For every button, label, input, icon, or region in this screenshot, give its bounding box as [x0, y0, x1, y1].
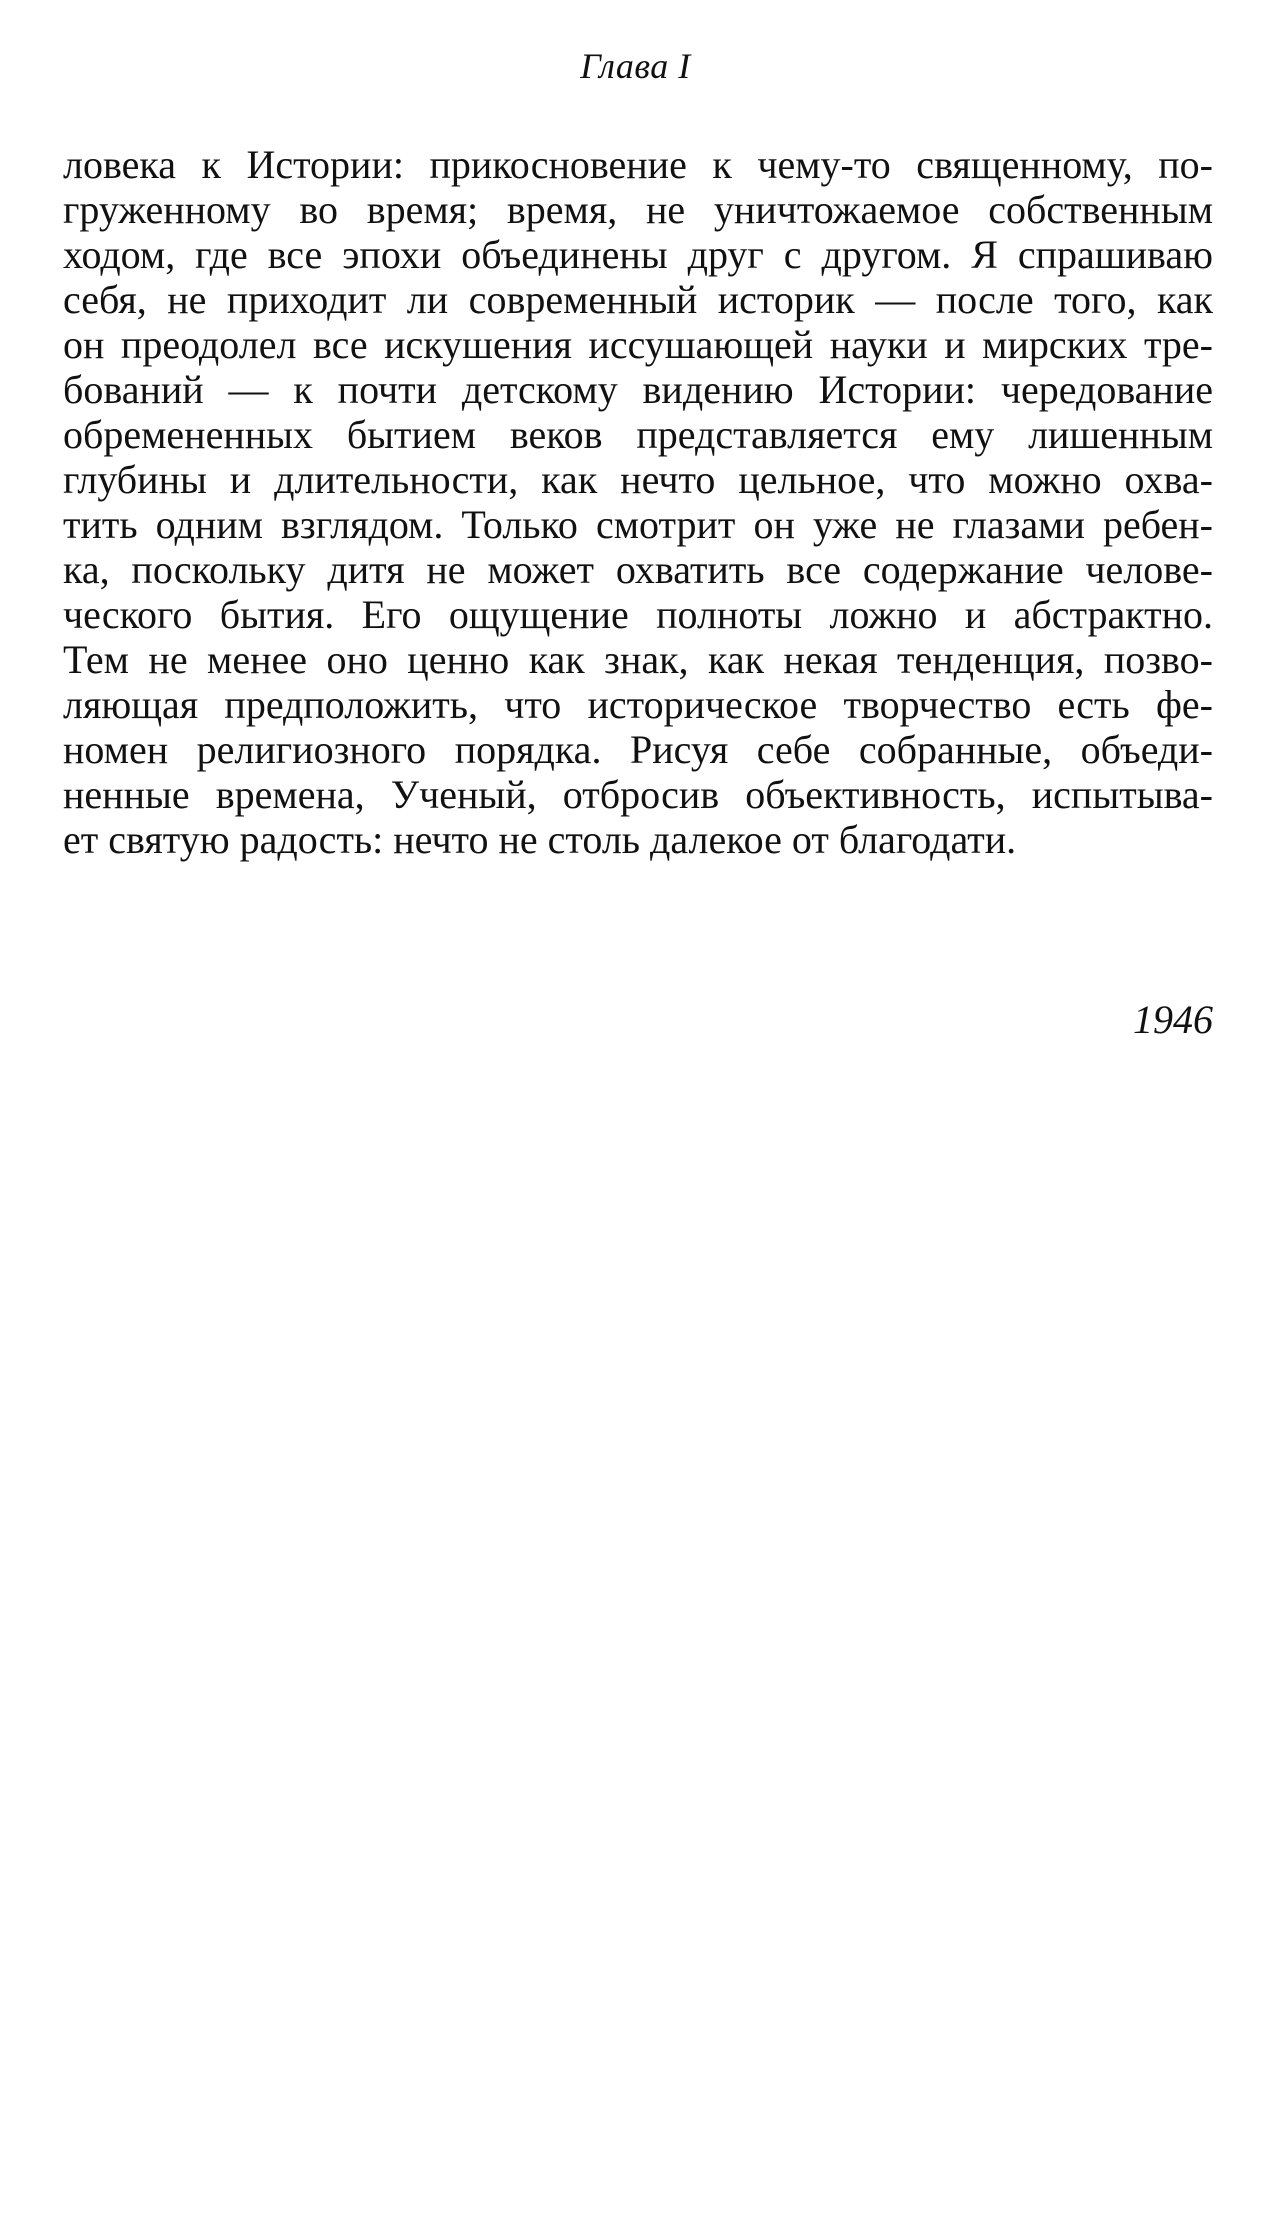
chapter-heading: Глава I [580, 46, 691, 86]
text-line: ческого бытия. Его ощущение полноты ложно и абстрактно. [63, 592, 1213, 637]
text-line: ненные времена, Ученый, отбросив объективность, испытыва- [63, 772, 1213, 817]
text-line: обремененных бытием веков представляется ему лишенным [63, 412, 1213, 457]
text-line: ет святую радость: нечто не столь далекое от благодати. [63, 817, 1017, 862]
text-line: ходом, где все эпохи объединены друг с другом. Я спрашиваю [63, 232, 1213, 277]
text-line: ловека к Истории: прикосновение к чему-то священному, по- [63, 142, 1213, 187]
text-line: он преодолел все искушения иссушающей науки и мирских тре- [63, 322, 1213, 367]
text-line: ка, поскольку дитя не может охватить все содержание челове- [63, 547, 1213, 592]
date-signature: 1946 [1133, 997, 1213, 1042]
text-line: бований — к почти детскому видению Истории: чередование [63, 367, 1213, 412]
text-line: груженному во время; время, не уничтожаемое собственным [63, 187, 1213, 232]
text-line: тить одним взглядом. Только смотрит он уже не глазами ребен- [63, 502, 1213, 547]
text-line: себя, не приходит ли современный историк — после того, как [63, 277, 1213, 322]
body-paragraph [63, 142, 1213, 862]
text-line: Тем не менее оно ценно как знак, как некая тенденция, позво- [63, 637, 1213, 682]
text-line: глубины и длительности, как нечто цельное, что можно охва- [63, 457, 1213, 502]
text-line: номен религиозного порядка. Рисуя себе собранные, объеди- [63, 727, 1213, 772]
text-line: ляющая предположить, что историческое творчество есть фе- [63, 682, 1213, 727]
